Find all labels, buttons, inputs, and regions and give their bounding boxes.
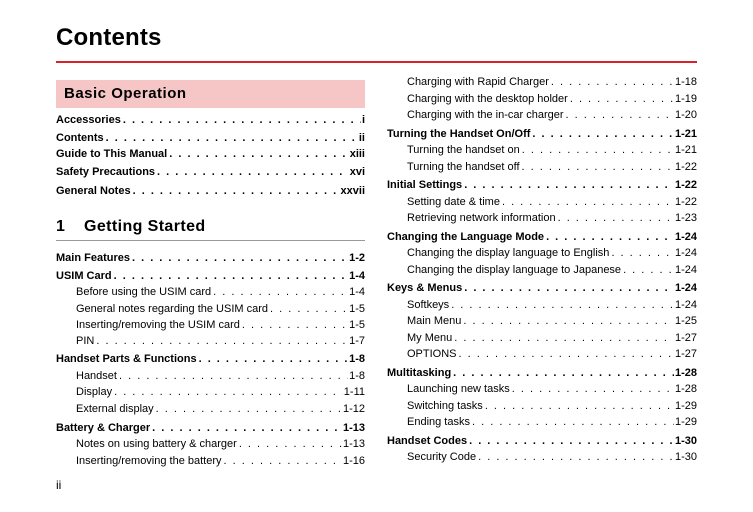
- toc-entry-page: xxvii: [340, 185, 365, 197]
- toc-entry: [387, 178, 697, 192]
- toc-entry-label: Changing the display language to Japanese: [407, 264, 622, 276]
- toc-entry: [407, 195, 697, 209]
- dot-leader: [464, 178, 674, 192]
- toc-entry: [407, 92, 697, 106]
- toc-entry-page: 1-20: [674, 109, 697, 121]
- toc-entry: [407, 263, 697, 277]
- chapter-title: Getting Started: [84, 218, 206, 235]
- toc-entry: [407, 450, 697, 464]
- toc-entry: [387, 281, 697, 295]
- dot-leader: [213, 285, 348, 299]
- toc-entry-label: Security Code: [407, 451, 477, 463]
- toc-entry: [407, 382, 697, 396]
- toc-entry: [76, 402, 365, 416]
- toc-entry: [407, 246, 697, 260]
- toc-entry-label: Keys & Menus: [387, 282, 463, 294]
- section-heading-basic-operation: Basic Operation: [56, 80, 365, 108]
- dot-leader: [132, 251, 348, 265]
- toc-entry-label: Battery & Charger: [56, 422, 151, 434]
- toc-entry-label: Charging with Rapid Charger: [407, 76, 549, 88]
- toc-entry-page: 1-27: [674, 332, 697, 344]
- toc-entry-label: Softkeys: [407, 299, 450, 311]
- toc-entry-label: Charging with the in-car charger: [407, 109, 564, 121]
- toc-entry-page: 1-4: [349, 286, 365, 298]
- toc-entry-label: Main Features: [56, 252, 130, 264]
- toc-entry: [407, 160, 697, 174]
- toc-entry: [407, 331, 697, 345]
- toc-entry-label: Setting date & time: [407, 196, 500, 208]
- toc-entry: [407, 347, 697, 361]
- toc-entry-page: 1-24: [674, 264, 697, 276]
- toc-entry: [387, 230, 697, 244]
- toc-entry-label: Launching new tasks: [407, 383, 510, 395]
- dot-leader: [469, 434, 674, 448]
- toc-entry: [387, 366, 697, 380]
- dot-leader: [270, 302, 348, 316]
- dot-leader: [558, 211, 674, 225]
- toc-entry: [407, 399, 697, 413]
- toc-entry-page: 1-21: [674, 144, 697, 156]
- dot-leader: [451, 298, 674, 312]
- dot-leader: [454, 331, 674, 345]
- toc-entry-label: Changing the Language Mode: [387, 231, 545, 243]
- dot-leader: [459, 347, 674, 361]
- dot-leader: [485, 399, 674, 413]
- toc-entry-label: Turning the handset off: [407, 161, 520, 173]
- toc-entry: [76, 369, 365, 383]
- toc-entry-page: 1-25: [674, 315, 697, 327]
- toc-entry-label: General notes regarding the USIM card: [76, 303, 268, 315]
- toc-entry-label: Inserting/removing the battery: [76, 455, 222, 467]
- toc-entry-page: 1-13: [342, 422, 365, 434]
- toc-entry-label: Notes on using battery & charger: [76, 438, 237, 450]
- dot-leader: [239, 437, 342, 451]
- toc-entry: [76, 437, 365, 451]
- toc-entry-page: 1-28: [674, 383, 697, 395]
- toc-entry-page: 1-29: [674, 400, 697, 412]
- dot-leader: [156, 402, 342, 416]
- toc-entry-page: 1-22: [674, 179, 697, 191]
- dot-leader: [522, 143, 674, 157]
- toc-entry-page: 1-18: [674, 76, 697, 88]
- toc-entry: [56, 184, 365, 198]
- dot-leader: [472, 415, 674, 429]
- toc-entry-label: Changing the display language to English: [407, 247, 610, 259]
- toc-entry-page: 1-19: [674, 93, 697, 105]
- toc-entry-page: 1-24: [674, 247, 697, 259]
- dot-leader: [133, 184, 340, 198]
- toc-entry-label: Multitasking: [387, 367, 452, 379]
- toc-entry-label: Charging with the desktop holder: [407, 93, 568, 105]
- toc-entry-page: 1-8: [349, 353, 365, 365]
- toc-entry-label: Handset Parts & Functions: [56, 353, 197, 365]
- toc-entry-page: 1-28: [674, 367, 697, 379]
- dot-leader: [224, 454, 342, 468]
- toc-entry-page: 1-22: [674, 196, 697, 208]
- toc-entry-label: PIN: [76, 335, 95, 347]
- dot-leader: [512, 382, 674, 396]
- toc-entry-page: 1-22: [674, 161, 697, 173]
- toc-entry-page: 1-7: [349, 335, 365, 347]
- toc-entry: [76, 454, 365, 468]
- chapter-heading: [56, 216, 365, 238]
- dot-leader: [566, 108, 674, 122]
- toc-entry-label: Accessories: [56, 114, 121, 126]
- toc-entry: [407, 143, 697, 157]
- dot-leader: [478, 450, 674, 464]
- toc-entry-label: USIM Card: [56, 270, 112, 282]
- toc-entry: [407, 75, 697, 89]
- dot-leader: [106, 131, 358, 145]
- dot-leader: [114, 385, 343, 399]
- toc-entry-page: xiii: [349, 148, 365, 160]
- dot-leader: [242, 318, 348, 332]
- toc-entry-label: Ending tasks: [407, 416, 470, 428]
- toc-entry: [407, 211, 697, 225]
- toc-entry: [56, 113, 365, 127]
- toc-entry-page: 1-2: [349, 252, 365, 264]
- toc-entry-label: Before using the USIM card: [76, 286, 212, 298]
- toc-entry: [76, 302, 365, 316]
- toc-entry: [56, 352, 365, 366]
- page-title: Contents: [56, 24, 162, 51]
- toc-entry-label: Handset: [76, 370, 117, 382]
- toc-entry: [76, 285, 365, 299]
- dot-leader: [114, 269, 348, 283]
- toc-entry-label: Inserting/removing the USIM card: [76, 319, 240, 331]
- dot-leader: [623, 263, 674, 277]
- toc-entry: [56, 147, 365, 161]
- toc-entry: [76, 385, 365, 399]
- dot-leader: [96, 334, 348, 348]
- toc-entry-label: Initial Settings: [387, 179, 463, 191]
- dot-leader: [502, 195, 674, 209]
- footer-page-number: ii: [56, 478, 62, 492]
- toc-entry-page: 1-12: [342, 403, 365, 415]
- chapter-divider: [56, 240, 365, 241]
- toc-entry-page: ii: [358, 132, 365, 144]
- toc-entry-label: Retrieving network information: [407, 212, 556, 224]
- toc-entry-page: 1-11: [343, 386, 365, 398]
- toc-entry: [387, 434, 697, 448]
- toc-entry-page: 1-4: [349, 270, 365, 282]
- toc-entry-label: Display: [76, 386, 113, 398]
- toc-entry-page: i: [361, 114, 365, 126]
- toc-entry: [76, 318, 365, 332]
- dot-leader: [453, 366, 674, 380]
- chapter-number: 1: [56, 218, 66, 235]
- toc-entry-page: 1-5: [349, 303, 365, 315]
- toc-entry-page: 1-24: [674, 231, 697, 243]
- toc-entry-page: 1-21: [674, 128, 697, 140]
- toc-entry-label: Turning the handset on: [407, 144, 520, 156]
- toc-entry-page: 1-29: [674, 416, 697, 428]
- toc-entry-label: General Notes: [56, 185, 131, 197]
- toc-entry-label: Handset Codes: [387, 435, 468, 447]
- toc-entry-page: 1-8: [349, 370, 365, 382]
- toc-entry: [407, 108, 697, 122]
- toc-entry-label: Guide to This Manual: [56, 148, 168, 160]
- dot-leader: [532, 127, 674, 141]
- toc-entry-page: 1-13: [342, 438, 365, 450]
- dot-leader: [546, 230, 674, 244]
- dot-leader: [123, 113, 361, 127]
- dot-leader: [169, 147, 348, 161]
- toc-entry-label: My Menu: [407, 332, 453, 344]
- dot-leader: [119, 369, 348, 383]
- toc-entry: [407, 415, 697, 429]
- dot-leader: [464, 281, 674, 295]
- toc-entry: [56, 165, 365, 179]
- toc-entry-label: Contents: [56, 132, 104, 144]
- dot-leader: [152, 421, 342, 435]
- dot-leader: [570, 92, 674, 106]
- toc-entry-label: External display: [76, 403, 154, 415]
- toc-entry-label: Turning the Handset On/Off: [387, 128, 531, 140]
- dot-leader: [463, 314, 674, 328]
- toc-entry-label: OPTIONS: [407, 348, 457, 360]
- toc-entry-label: Main Menu: [407, 315, 462, 327]
- toc-entry-label: Switching tasks: [407, 400, 483, 412]
- toc-entry-page: xvi: [349, 166, 365, 178]
- toc-entry: [387, 127, 697, 141]
- toc-entry-page: 1-23: [674, 212, 697, 224]
- toc-entry: [76, 334, 365, 348]
- dot-leader: [551, 75, 674, 89]
- toc-entry: [407, 314, 697, 328]
- dot-leader: [522, 160, 674, 174]
- toc-entry: [56, 269, 365, 283]
- toc-entry-page: 1-5: [349, 319, 365, 331]
- dot-leader: [199, 352, 349, 366]
- toc-entry: [56, 421, 365, 435]
- dot-leader: [611, 246, 674, 260]
- title-divider: [56, 61, 697, 63]
- toc-entry: [56, 131, 365, 145]
- toc-entry-label: Safety Precautions: [56, 166, 156, 178]
- toc-entry-page: 1-30: [674, 451, 697, 463]
- toc-entry-page: 1-30: [674, 435, 697, 447]
- toc-entry-page: 1-16: [342, 455, 365, 467]
- toc-entry-page: 1-24: [674, 299, 697, 311]
- dot-leader: [157, 165, 349, 179]
- toc-entry-page: 1-24: [674, 282, 697, 294]
- toc-entry: [407, 298, 697, 312]
- toc-entry: [56, 251, 365, 265]
- toc-entry-page: 1-27: [674, 348, 697, 360]
